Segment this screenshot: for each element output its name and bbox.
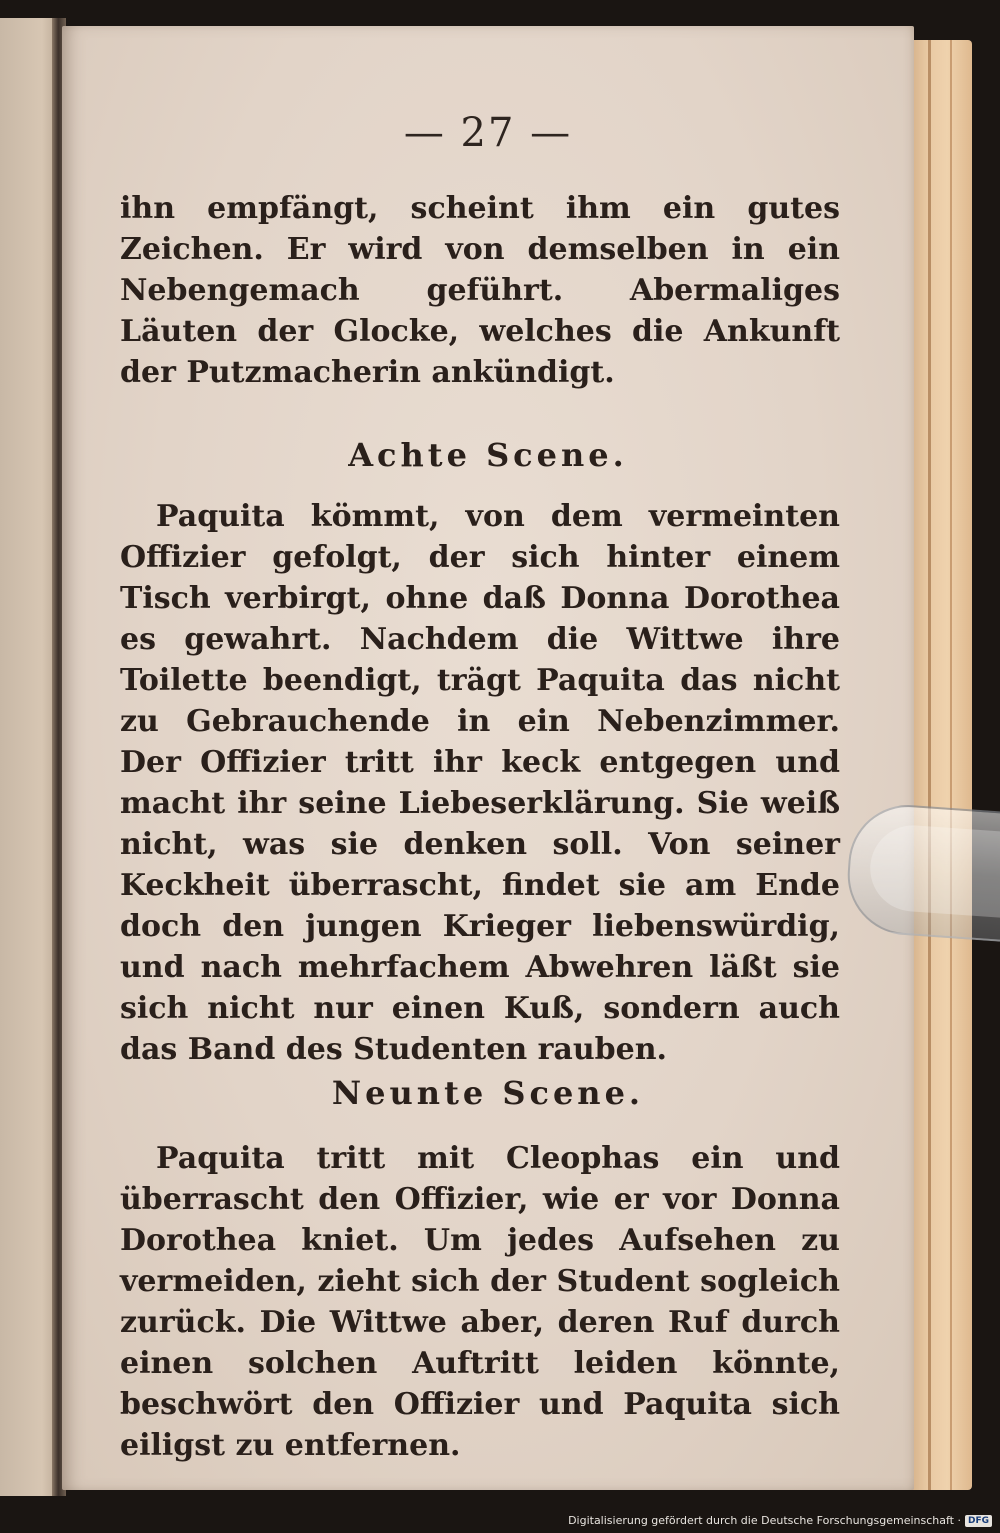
paragraph-scene-8 xyxy=(120,496,840,1070)
clip-highlight xyxy=(867,823,1000,921)
scene-heading-neunte: Neunte Scene. xyxy=(331,1074,645,1112)
book-page xyxy=(62,26,914,1490)
paragraph-continuation xyxy=(120,188,840,393)
credit-text: Digitalisierung gefördert durch die Deutsche Forschungsgemeinschaft · xyxy=(568,1514,961,1527)
left-facing-page xyxy=(0,18,60,1496)
page-edge-line xyxy=(950,40,952,1490)
paragraph-text: Paquita tritt mit Cleophas ein und überrascht den Offizier, wie er vor Donna Dorothea kniet. Um jedes Aufsehen zu vermeiden, zieht sich der Student sogleich zurück. Die Wittwe aber, deren Ruf durch einen solchen Auftritt leiden könnte, beschwört den Offizier und Paquita sich eiligst zu entfernen. xyxy=(120,1141,840,1463)
paragraph-scene-9 xyxy=(120,1138,840,1466)
dfg-logo-icon: DFG xyxy=(965,1515,992,1527)
scene-heading-achte: Achte Scene. xyxy=(348,436,628,474)
page-number: — 27 — xyxy=(403,110,573,156)
digitization-credit xyxy=(568,1514,992,1527)
paragraph-text: ihn empfängt, scheint ihm ein gutes Zeichen. Er wird von demselben in ein Nebengemach geführt. Abermaliges Läuten der Glocke, welches die Ankunft der Putzmacherin ankündigt. xyxy=(120,191,840,390)
paragraph-text: Paquita kömmt, von dem vermeinten Offizier gefolgt, der sich hinter einem Tisch verbirgt, ohne daß Donna Dorothea es gewahrt. Nachdem die Wittwe ihre Toilette beendigt, trägt Paquita das nicht zu Gebrauchende in ein Nebenzimmer. Der Offizier tritt ihr keck entgegen und macht ihr seine Liebeserklärung. Sie weiß nicht, was sie denken soll. Von seiner Keckheit überrascht, findet sie am Ende doch den jungen Krieger liebenswürdig, und nach mehrfachem Abwehren läßt sie sich nicht nur einen Kuß, sondern auch das Band des Studenten rauben. xyxy=(120,499,840,1067)
page-edge-line xyxy=(928,40,931,1490)
